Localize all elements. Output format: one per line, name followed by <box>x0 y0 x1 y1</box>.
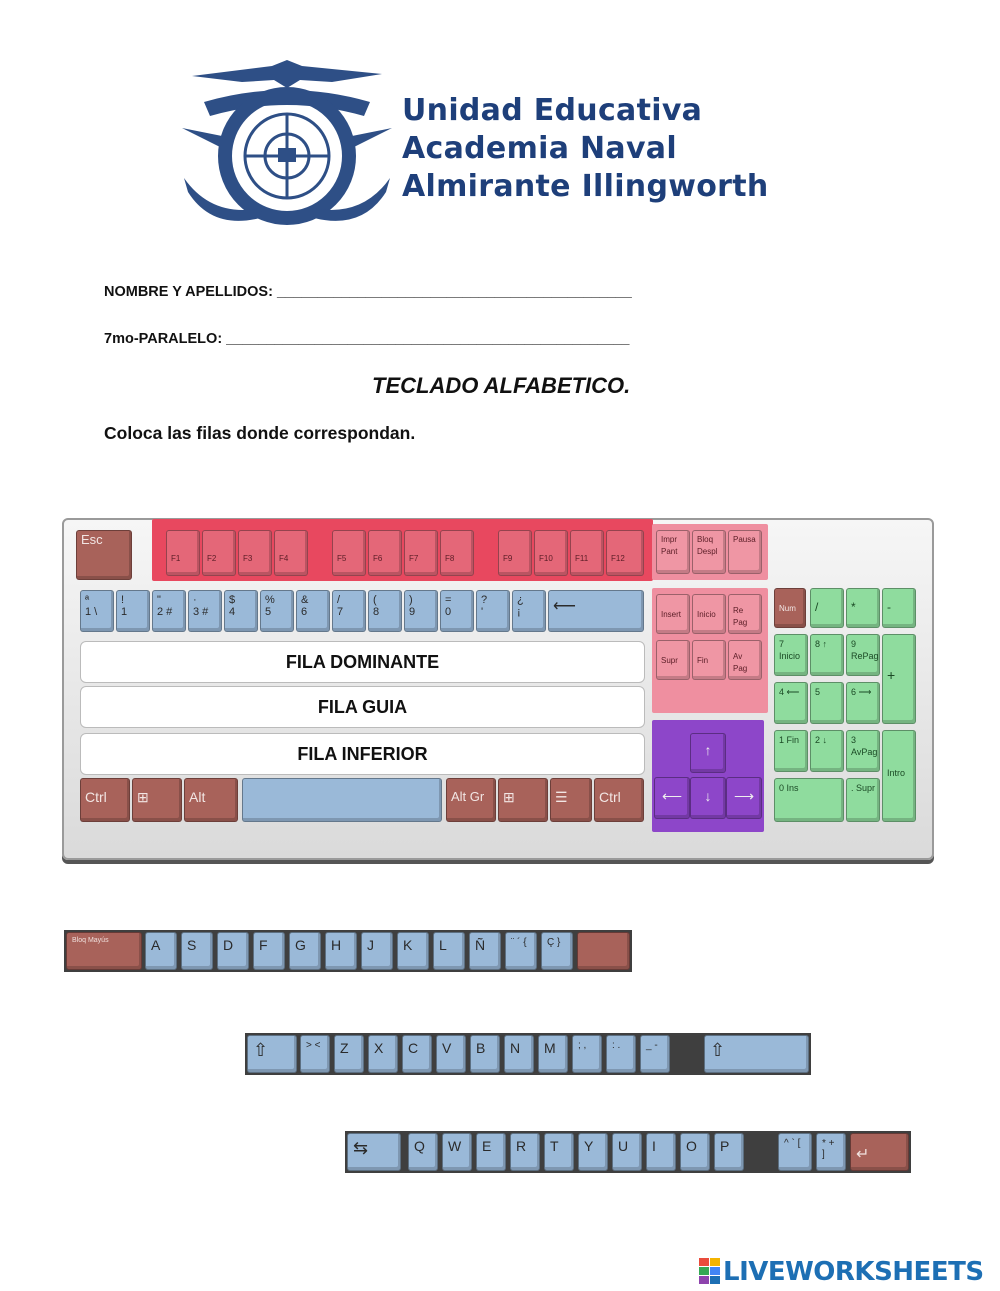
key-3-bottom: 3 # <box>193 606 209 618</box>
key-4-top: $ <box>229 594 236 606</box>
key-plus: * + ] <box>816 1133 846 1171</box>
numpad-2-key: 2 ↓ <box>810 730 844 772</box>
shift-right-key: ⇧ <box>704 1035 809 1073</box>
f9-key: F9 <box>498 530 532 576</box>
key-1 <box>116 590 150 632</box>
key-c: C <box>402 1035 432 1073</box>
key-inverted-exclamation <box>512 590 546 632</box>
key-q: Q <box>408 1133 438 1171</box>
ctrl-right-key: Ctrl <box>594 778 644 822</box>
key-h: H <box>325 932 357 970</box>
key-k: K <box>397 932 429 970</box>
key-1-top: ! <box>121 594 125 606</box>
key-less-than: > < <box>300 1035 330 1073</box>
caps-lock-key: Bloq Mayús <box>66 932 142 970</box>
pause-key: Pausa <box>728 530 762 574</box>
windows-right-key: ⊞ <box>498 778 548 822</box>
key-7 <box>332 590 366 632</box>
key-x: X <box>368 1035 398 1073</box>
numpad-3-key: 3 AvPag <box>846 730 880 772</box>
key-minus: _ - <box>640 1035 670 1073</box>
key-i: I <box>646 1133 676 1171</box>
key-8-top: ( <box>373 594 377 606</box>
key-4 <box>224 590 258 632</box>
key-6 <box>296 590 330 632</box>
liveworksheets-logo[interactable] <box>699 1257 984 1287</box>
key-n: N <box>504 1035 534 1073</box>
school-name-line1: Unidad Educativa <box>402 93 703 128</box>
page-title: TECLADO ALFABETICO. <box>372 373 631 398</box>
key-v: V <box>436 1035 466 1073</box>
school-name-line2: Academia Naval <box>402 131 677 166</box>
key-g: G <box>289 932 321 970</box>
arrow-right-key: ⟶ <box>726 777 762 819</box>
key-s: S <box>181 932 213 970</box>
key-o: O <box>680 1133 710 1171</box>
alt-key: Alt <box>184 778 238 822</box>
key-apostrophe-top: ? <box>481 594 488 606</box>
key-5-bottom: 5 <box>265 606 272 618</box>
numpad-decimal-key: . Supr <box>846 778 880 822</box>
key-0-bottom: 0 <box>445 606 452 618</box>
arrow-left-key: ⟵ <box>654 777 690 819</box>
print-screen-key: Impr Pant <box>656 530 690 574</box>
home-key: Inicio <box>692 594 726 634</box>
key-cedilla: Ç } <box>541 932 573 970</box>
draggable-row-dominante[interactable] <box>345 1131 911 1173</box>
tab-key: ⇆ <box>347 1133 401 1171</box>
key-enie: Ñ <box>469 932 501 970</box>
class-field[interactable]: 7mo-PARALELO: __________________________________________________ <box>104 331 630 347</box>
key-z: Z <box>334 1035 364 1073</box>
arrow-down-key: ↓ <box>690 777 726 819</box>
shift-left-key: ⇧ <box>247 1035 297 1073</box>
insert-key: Insert <box>656 594 690 634</box>
key-apostrophe <box>476 590 510 632</box>
key-comma: ; , <box>572 1035 602 1073</box>
name-field[interactable]: NOMBRE Y APELLIDOS: ____________________________________________ <box>104 284 632 300</box>
f4-key: F4 <box>274 530 308 576</box>
key-3 <box>188 590 222 632</box>
esc-key: Esc <box>76 530 132 580</box>
key-inverted-exclamation-top: ¿ <box>517 594 524 606</box>
num-lock-key: Num <box>774 588 806 628</box>
page-down-key: Av Pag <box>728 640 762 680</box>
f2-key: F2 <box>202 530 236 576</box>
f7-key: F7 <box>404 530 438 576</box>
numpad-7-key: 7 Inicio <box>774 634 808 676</box>
f12-key: F12 <box>606 530 644 576</box>
numpad-minus-key: - <box>882 588 916 628</box>
ctrl-left-key: Ctrl <box>80 778 130 822</box>
key-grave-top: ª <box>85 594 90 606</box>
key-m: M <box>538 1035 568 1073</box>
numpad-9-key: 9 RePag <box>846 634 880 676</box>
end-key: Fin <box>692 640 726 680</box>
brand-name: LIVEWORKSHEETS <box>723 1257 984 1287</box>
drop-zone-fila-dominante[interactable]: FILA DOMINANTE <box>80 641 645 683</box>
key-y: Y <box>578 1133 608 1171</box>
key-7-top: / <box>337 594 341 606</box>
numpad-8-key: 8 ↑ <box>810 634 844 676</box>
school-name-line3: Almirante Illingworth <box>402 169 769 204</box>
key-u: U <box>612 1133 642 1171</box>
numpad-enter-key: Intro <box>882 730 916 822</box>
school-emblem-icon <box>182 58 392 230</box>
liveworksheets-icon <box>699 1258 721 1286</box>
delete-key: Supr <box>656 640 690 680</box>
key-inverted-exclamation-bottom: ¡ <box>517 606 521 618</box>
numpad-0-key: 0 Ins <box>774 778 844 822</box>
f5-key: F5 <box>332 530 366 576</box>
key-8-bottom: 8 <box>373 606 380 618</box>
menu-key: ☰ <box>550 778 592 822</box>
page-up-key: Re Pag <box>728 594 762 634</box>
key-accent: ¨ ´ { <box>505 932 537 970</box>
key-w: W <box>442 1133 472 1171</box>
draggable-row-inferior[interactable] <box>245 1033 811 1075</box>
key-0 <box>440 590 474 632</box>
key-b: B <box>470 1035 500 1073</box>
enter-key: ↵ <box>850 1133 909 1171</box>
key-grave <box>80 590 114 632</box>
key-e: E <box>476 1133 506 1171</box>
scroll-lock-key: Bloq Despl <box>692 530 726 574</box>
key-0-top: = <box>445 594 452 606</box>
key-t: T <box>544 1133 574 1171</box>
drop-zone-fila-inferior[interactable]: FILA INFERIOR <box>80 733 645 775</box>
key-d: D <box>217 932 249 970</box>
key-6-bottom: 6 <box>301 606 308 618</box>
key-period: : . <box>606 1035 636 1073</box>
key-2 <box>152 590 186 632</box>
key-1-bottom: 1 <box>121 606 128 618</box>
f1-key: F1 <box>166 530 200 576</box>
f10-key: F10 <box>534 530 568 576</box>
numpad-multiply-key: * <box>846 588 880 628</box>
arrow-up-key: ↑ <box>690 733 726 773</box>
key-5-top: % <box>265 594 275 606</box>
key-4-bottom: 4 <box>229 606 236 618</box>
key-9-bottom: 9 <box>409 606 416 618</box>
key-l: L <box>433 932 465 970</box>
key-7-bottom: 7 <box>337 606 344 618</box>
key-8 <box>368 590 402 632</box>
key-r: R <box>510 1133 540 1171</box>
numpad-6-key: 6 ⟶ <box>846 682 880 724</box>
draggable-row-guia[interactable] <box>64 930 632 972</box>
key-9-top: ) <box>409 594 413 606</box>
windows-left-key: ⊞ <box>132 778 182 822</box>
numpad-plus-key: + <box>882 634 916 724</box>
enter-key-part <box>577 932 630 970</box>
f11-key: F11 <box>570 530 604 576</box>
key-f: F <box>253 932 285 970</box>
instruction-text: Coloca las filas donde correspondan. <box>104 423 416 443</box>
key-apostrophe-bottom: ' <box>481 606 484 618</box>
drop-zone-fila-guia[interactable]: FILA GUIA <box>80 686 645 728</box>
key-3-top: · <box>193 594 197 606</box>
f8-key: F8 <box>440 530 474 576</box>
key-5 <box>260 590 294 632</box>
key-a: A <box>145 932 177 970</box>
f3-key: F3 <box>238 530 272 576</box>
key-2-bottom: 2 # <box>157 606 173 618</box>
key-2-top: " <box>157 594 161 606</box>
numpad-4-key: 4 ⟵ <box>774 682 808 724</box>
f6-key: F6 <box>368 530 402 576</box>
school-name <box>402 92 769 206</box>
space-key <box>242 778 442 822</box>
key-caret: ^ ` [ <box>778 1133 812 1171</box>
key-9 <box>404 590 438 632</box>
numpad-1-key: 1 Fin <box>774 730 808 772</box>
key-j: J <box>361 932 393 970</box>
numpad-divide-key: / <box>810 588 844 628</box>
key-6-top: & <box>301 594 309 606</box>
backspace-key: ⟵ <box>548 590 644 632</box>
key-grave-bottom: 1 \ <box>85 606 98 618</box>
numpad-5-key: 5 <box>810 682 844 724</box>
key-p: P <box>714 1133 744 1171</box>
alt-gr-key: Alt Gr <box>446 778 496 822</box>
